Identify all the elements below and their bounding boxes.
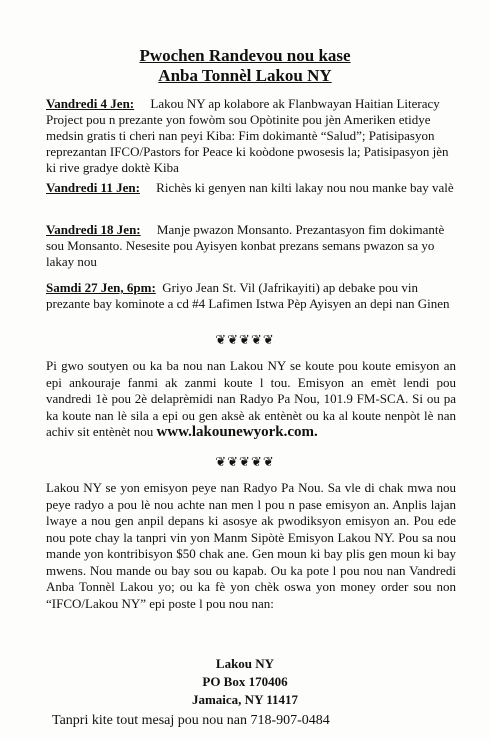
event-jun-27 bbox=[46, 280, 456, 312]
event-jun-18 bbox=[46, 222, 456, 270]
event-description: Richès ki genyen nan kilti lakay nou nou manke bay valè bbox=[156, 180, 454, 195]
ornament-divider: ❦❦❦❦❦ bbox=[215, 454, 275, 469]
event-jun-4 bbox=[46, 96, 456, 176]
event-description: Manje pwazon Monsanto. Prezantasyon fim dokimantè sou Monsanto. Nesesite pou Ayisyen konbat prezans semans pwazon sa yo lakay nou bbox=[46, 222, 445, 269]
website-link[interactable]: www.lakounewyork.com. bbox=[156, 424, 318, 440]
title-line-1: Pwochen Randevou nou kase bbox=[139, 46, 351, 65]
ornament-divider: ❦❦❦❦❦ bbox=[215, 332, 275, 347]
radio-paragraph-text: Pi gwo soutyen ou ka ba nou nan Lakou NY se koute pou koute emisyon an epi ankouraje fanmi ak zanmi koute l tou. Emisyon an emèt lendi pou vandredi 1è pou 2è delaprèmidi nan Radyo Pa Nou, 101.9 FM-SCA. Si ou pa ka koute nan lè sila a epi ou gen aksè ak entènèt ou ka al koute nenpòt lè nan achiv sit entènèt nou bbox=[46, 358, 456, 439]
title-line-2: Anba Tonnèl Lakou NY bbox=[158, 66, 332, 85]
event-jun-11 bbox=[46, 180, 456, 196]
event-description: Griyo Jean St. Vil (Jafrikayiti) ap debake pou vin prezante bay kominote a cd #4 Lafimen Istwa Pèp Ayisyen an depi nan Ginen bbox=[46, 280, 450, 311]
address-po-box: PO Box 170406 bbox=[202, 674, 288, 689]
event-date: Vandredi 4 Jen: bbox=[46, 96, 135, 111]
radio-paragraph bbox=[46, 358, 456, 441]
event-date: Vandredi 11 Jen: bbox=[46, 180, 140, 195]
support-paragraph: Lakou NY se yon emisyon peye nan Radyo Pa Nou. Sa vle di chak mwa nou peye radyo a pou lè nou achte nan men l pou n pase emisyon an. Anplis lajan lwaye a nou gen anpil depans ki asosye ak pwodiksyon emisyon an. Pou ede nou pote chay la tanpri vin yon Manm Sipòtè Emisyon Lakou NY. Pou sa nou mande yon kontribisyon $50 chak ane. Gen moun ki bay plis gen moun ki bay mwens. Nou mande ou bay sou ou kapab. Ou ka pote l pou nou nan Vandredi Anba Tonnèl Lakou yo; ou ka fè yon chèk oswa yon money order sou non “IFCO/Lakou NY” epi poste l pou nou nan: bbox=[46, 480, 456, 611]
address-name: Lakou NY bbox=[215, 656, 275, 671]
event-date: Vandredi 18 Jen: bbox=[46, 222, 141, 237]
event-date: Samdi 27 Jen, 6pm: bbox=[46, 280, 156, 295]
phone-line: Tanpri kite tout mesaj pou nou nan 718-907-0484 bbox=[52, 713, 330, 728]
event-description: Lakou NY ap kolabore ak Flanbwayan Haitian Literacy Project pou n prezante yon fowòm sou Opòtinite pou jèn Ameriken etidye medsin gratis ti cheri nan peyi Kiba: Fim dokimantè “Salud”; Patisipasyon reprezantan IFCO/Pastors for Peace ki koòdone pwosesis la; Patisipasyon jèn ki rive gradye doktè Kiba bbox=[46, 96, 449, 175]
address-city: Jamaica, NY 11417 bbox=[191, 692, 299, 707]
